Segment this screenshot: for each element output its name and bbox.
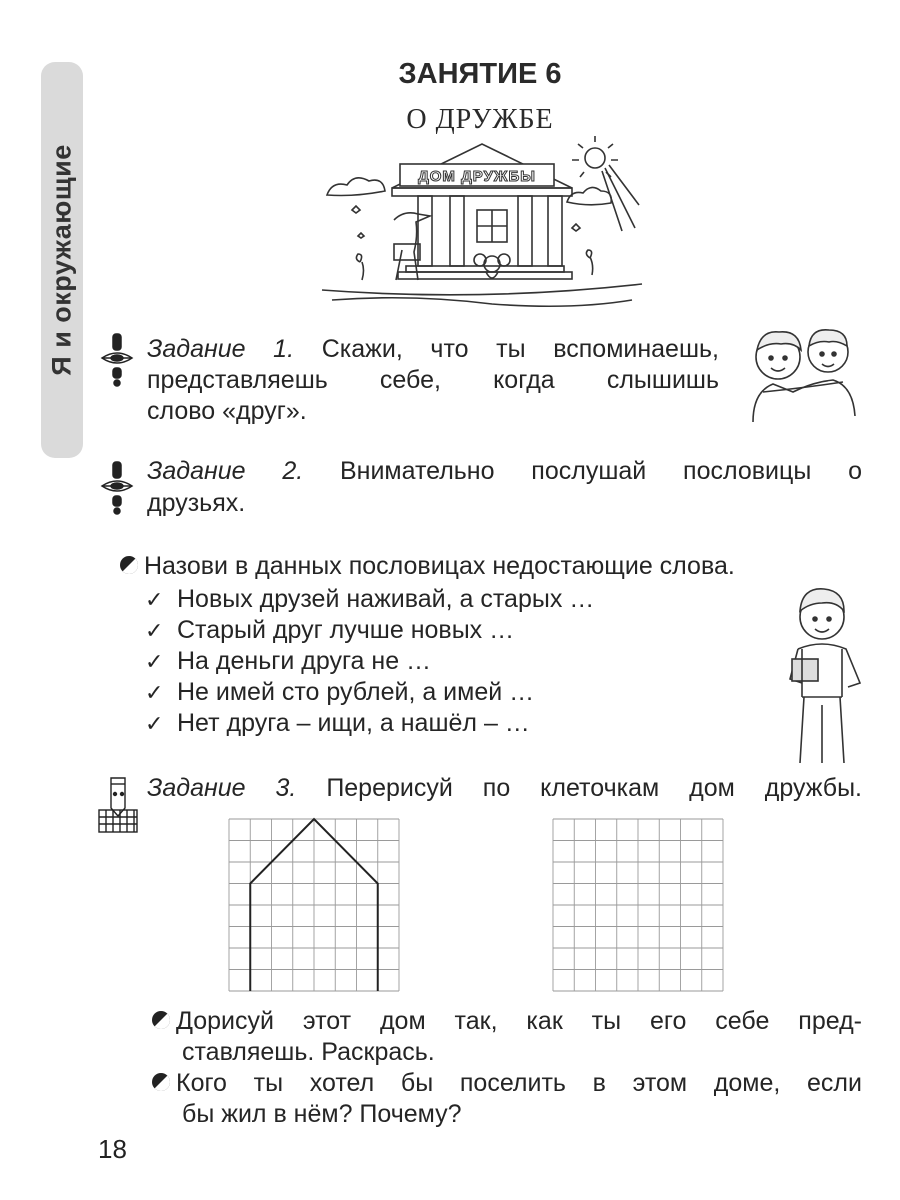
proverb-item <box>145 708 530 739</box>
ear-mouth-icon-2 <box>100 460 134 516</box>
task2-line1 <box>147 456 862 487</box>
sidebar-label: Я и окружающие <box>46 144 77 376</box>
task3-question1-line2: ставляешь. Раскрась. <box>182 1038 435 1066</box>
task1-line1 <box>147 334 719 365</box>
half-circle-bullet-icon <box>118 554 140 576</box>
task3-text: Перерисуй по клеточкам дом дружбы. <box>326 774 862 802</box>
proverb-text: Старый друг лучше новых … <box>177 616 515 644</box>
proverb-item <box>145 646 431 677</box>
task3-line <box>147 773 862 804</box>
question1-text1: Дорисуй этот дом так, как ты его себе пред- <box>176 1007 862 1035</box>
pencil-grid-icon <box>97 774 139 834</box>
boy-with-book-illustration <box>782 585 862 765</box>
check-icon: ✓ <box>145 618 164 643</box>
task1-text1: Скажи, что ты вспоминаешь, <box>321 335 719 363</box>
instruction-text: Назови в данных пословицах недостающие слова. <box>144 552 735 580</box>
task1-line2: представляешь себе, когда слышишь <box>147 366 719 394</box>
lesson-title: ЗАНЯТИЕ 6 <box>398 58 562 90</box>
proverb-text: На деньги друга не … <box>177 647 432 675</box>
check-icon: ✓ <box>145 711 164 736</box>
task3-question2-line2: бы жил в нём? Почему? <box>182 1100 462 1128</box>
lesson-subtitle: О ДРУЖБЕ <box>406 104 554 135</box>
half-circle-bullet-icon <box>150 1071 172 1093</box>
proverb-item <box>145 584 594 615</box>
half-circle-bullet-icon <box>150 1009 172 1031</box>
task2-line2: друзьях. <box>147 489 246 517</box>
house-of-friendship-illustration <box>322 140 642 310</box>
page-number: 18 <box>98 1134 127 1164</box>
house-sign-text: ДОМ ДРУЖБЫ <box>418 168 536 185</box>
question2-text1: Кого ты хотел бы поселить в этом доме, если <box>176 1069 862 1097</box>
two-boys-illustration <box>733 322 863 424</box>
task3-question1-line1 <box>150 1006 862 1037</box>
task1-prefix: Задание 1. <box>147 335 295 363</box>
task2-instruction <box>118 551 735 582</box>
task2-text1: Внимательно послушай пословицы о <box>339 457 862 485</box>
check-icon: ✓ <box>145 680 164 705</box>
task3-prefix: Задание 3. <box>147 774 297 802</box>
task1-line3: слово «друг». <box>147 397 307 425</box>
proverb-text: Не имей сто рублей, а имей … <box>177 678 535 706</box>
task2-prefix: Задание 2. <box>147 457 304 485</box>
ear-mouth-icon <box>100 332 134 388</box>
check-icon: ✓ <box>145 587 164 612</box>
empty-drawing-grid[interactable] <box>553 819 723 991</box>
reference-house-grid <box>229 819 399 991</box>
proverb-item <box>145 615 514 646</box>
task3-question2-line1 <box>150 1068 862 1099</box>
proverb-item <box>145 677 534 708</box>
proverb-text: Нет друга – ищи, а нашёл – … <box>177 709 530 737</box>
proverb-text: Новых друзей наживай, а старых … <box>177 585 595 613</box>
check-icon: ✓ <box>145 649 164 674</box>
